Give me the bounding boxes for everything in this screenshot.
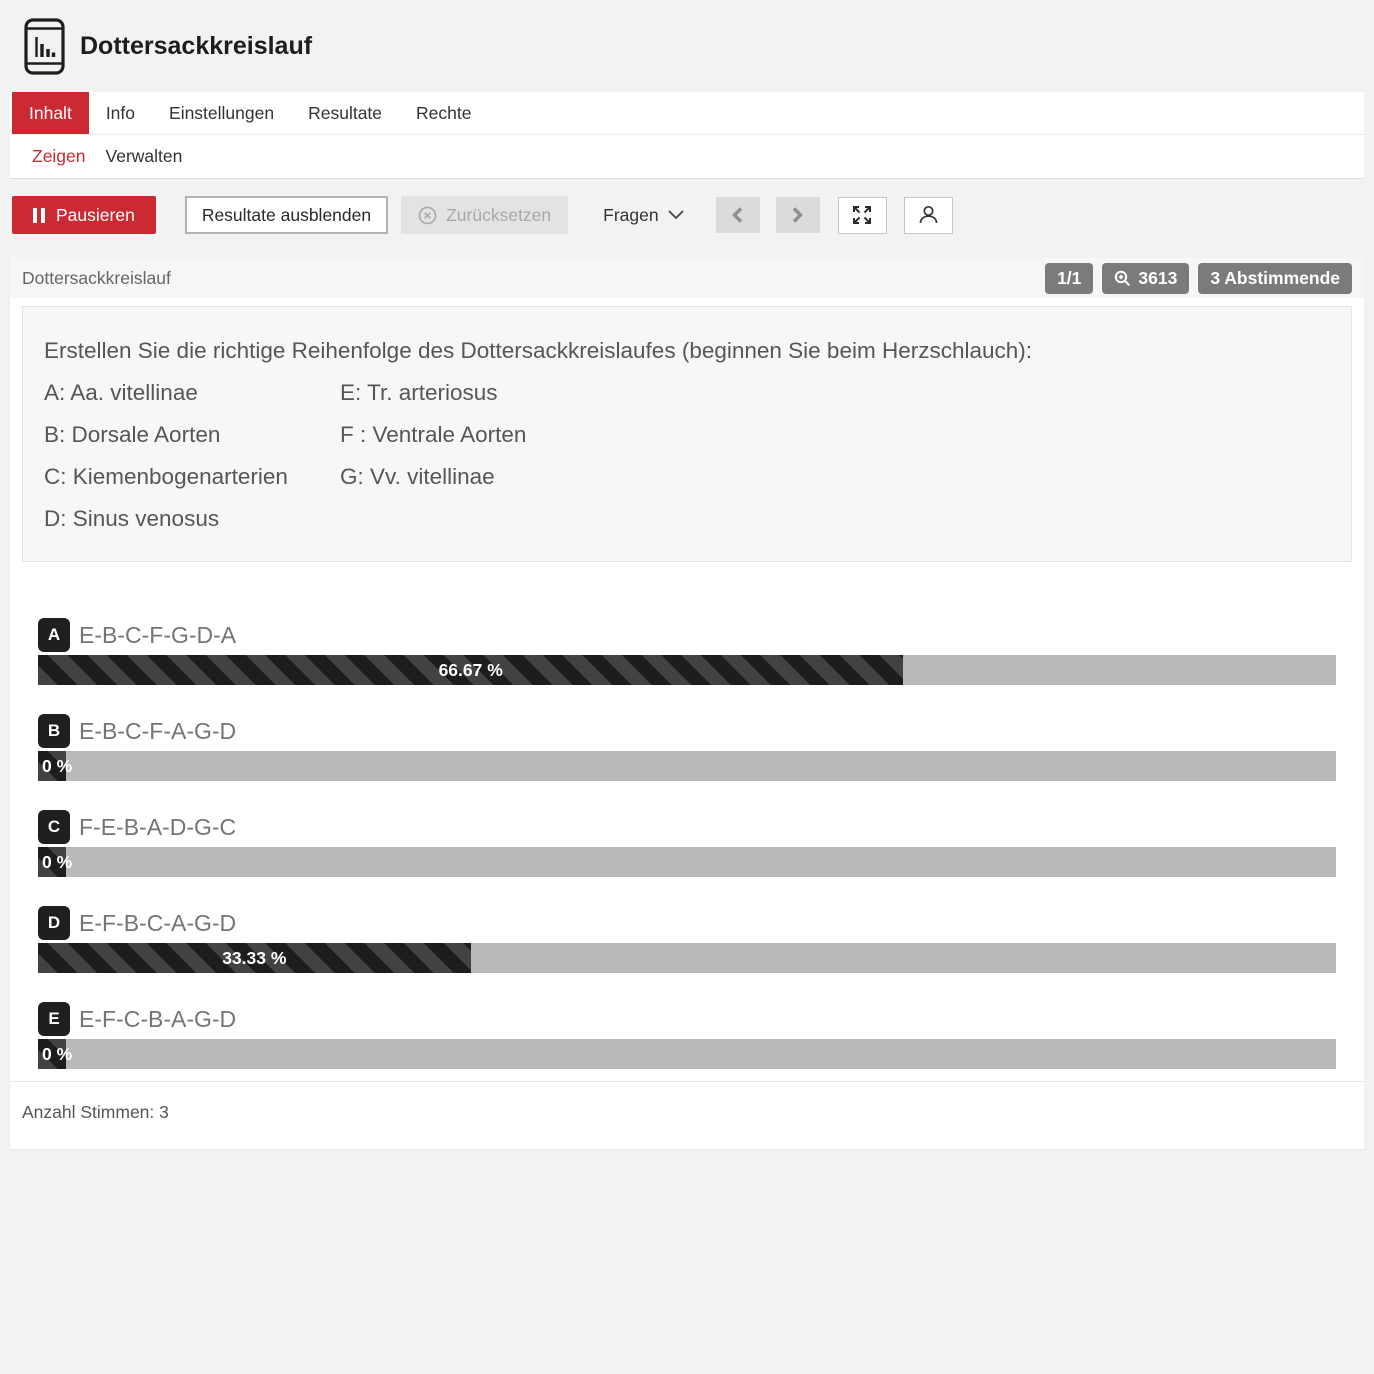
answer-bar (38, 655, 1336, 685)
answer-label: E-F-B-C-A-G-D (79, 909, 237, 936)
fullscreen-button[interactable] (838, 197, 887, 234)
answer-row (38, 810, 1336, 877)
chevron-right-icon (792, 207, 803, 223)
answer-key-badge: C (38, 810, 70, 844)
subtab-zeigen[interactable]: Zeigen (32, 146, 86, 166)
bar-fill (38, 655, 903, 685)
legend-row: D: Sinus venosus (44, 506, 220, 531)
fullscreen-icon (851, 204, 873, 226)
tab-info[interactable]: Info (105, 102, 136, 123)
question-card (10, 258, 1364, 1149)
tab-rechte[interactable]: Rechte (416, 102, 472, 123)
answer-bar (38, 847, 1336, 877)
chevron-left-icon (732, 207, 743, 223)
tab-inhalt[interactable]: Inhalt (12, 92, 89, 134)
subtab-verwalten[interactable]: Verwalten (105, 146, 183, 166)
user-icon (916, 203, 940, 227)
answer-key-badge: B (38, 714, 70, 748)
next-question-button[interactable] (776, 197, 820, 233)
bar-percent-label: 0 % (42, 851, 73, 872)
question-prompt: Erstellen Sie die richtige Reihenfolge des Dottersackkreislaufes (beginnen Sie beim Herzschlauch): (44, 338, 1033, 363)
card-footer (10, 1081, 1364, 1149)
legend-row: B: Dorsale Aorten F : Ventrale Aorten (44, 422, 527, 447)
bar-percent-label: 0 % (42, 755, 73, 776)
pause-icon (33, 208, 45, 223)
bar-percent-label: 33.33 % (222, 947, 287, 968)
reset-button[interactable]: Zurücksetzen (401, 196, 568, 234)
answer-label: E-F-C-B-A-G-D (79, 1005, 237, 1032)
answer-row (38, 906, 1336, 973)
badge-session-code[interactable]: 3613 (1102, 263, 1189, 294)
chevron-down-icon (668, 210, 684, 220)
answer-key-badge: D (38, 906, 70, 940)
answer-bar (38, 943, 1336, 973)
legend-row: A: Aa. vitellinae E: Tr. arteriosus (44, 380, 498, 405)
prev-question-button[interactable] (716, 197, 760, 233)
app-header (0, 0, 1374, 92)
answer-bar (38, 751, 1336, 781)
answer-key-badge: E (38, 1002, 70, 1036)
bar-percent-label: 66.67 % (438, 659, 503, 680)
answer-label: E-B-C-F-G-D-A (79, 621, 237, 648)
answers-list (10, 562, 1364, 1069)
bar-fill (38, 847, 73, 877)
bar-percent-label: 0 % (42, 1043, 73, 1064)
main-tabbar (10, 92, 1364, 135)
bar-fill (38, 751, 73, 781)
answer-row (38, 1002, 1336, 1069)
answer-row (38, 714, 1336, 781)
badge-voters: 3 Abstimmende (1198, 263, 1352, 294)
badges (1045, 263, 1352, 294)
tab-resultate[interactable]: Resultate (308, 102, 383, 123)
answer-label: E-B-C-F-A-G-D (79, 717, 237, 744)
pause-button[interactable]: Pausieren (12, 196, 156, 234)
sub-tabbar (10, 135, 1364, 179)
question-panel-header (10, 258, 1364, 298)
bar-fill (38, 1039, 73, 1069)
toolbar (12, 196, 1362, 234)
answer-key-badge: A (38, 618, 70, 652)
hide-results-button[interactable]: Resultate ausblenden (185, 196, 388, 234)
question-box (22, 306, 1352, 562)
votes-count: Anzahl Stimmen: 3 (22, 1102, 169, 1122)
circle-x-icon (418, 206, 437, 225)
questions-dropdown[interactable]: Fragen (603, 196, 683, 234)
participants-button[interactable] (904, 197, 953, 234)
magnifier-icon (1114, 270, 1131, 287)
bar-fill (38, 943, 471, 973)
answer-bar (38, 1039, 1336, 1069)
phone-chart-icon (24, 18, 65, 75)
tab-einstellungen[interactable]: Einstellungen (169, 102, 275, 123)
page-title: Dottersackkreislauf (80, 31, 313, 60)
badge-page-count: 1/1 (1045, 263, 1093, 294)
legend-row: C: Kiemenbogenarterien G: Vv. vitellinae (44, 464, 495, 489)
answer-row (38, 618, 1336, 685)
panel-title: Dottersackkreislauf (22, 267, 171, 288)
answer-label: F-E-B-A-D-G-C (79, 813, 237, 840)
